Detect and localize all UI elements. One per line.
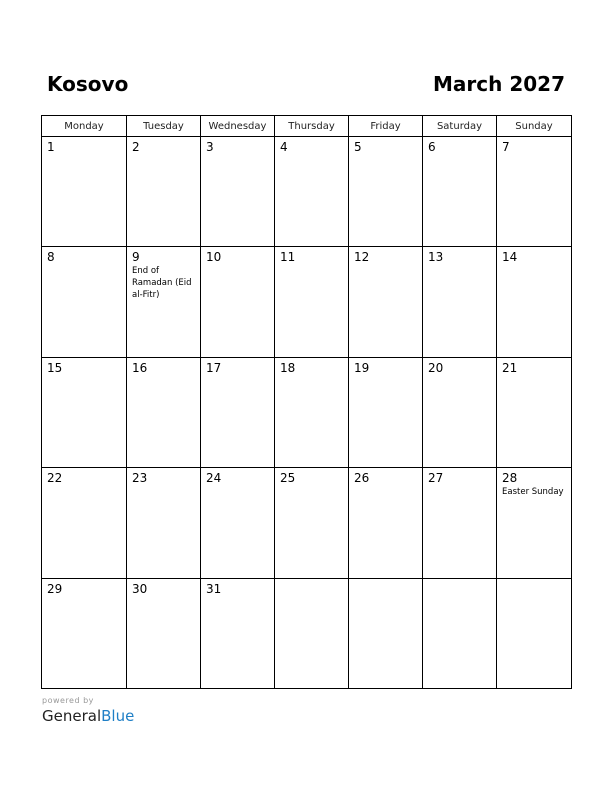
calendar-day-cell (349, 468, 423, 578)
month-year-title: March 2027 (433, 72, 565, 96)
day-number: 17 (206, 360, 222, 375)
day-number: 30 (132, 581, 148, 596)
day-number: 13 (428, 250, 444, 265)
day-number: 11 (280, 250, 296, 265)
calendar-day-cell (127, 137, 201, 247)
calendar-day-cell (201, 468, 275, 578)
brand-blue-text: Blue (101, 707, 135, 725)
day-number: 27 (428, 471, 444, 486)
calendar-week-row (42, 468, 572, 578)
calendar-week-row (42, 578, 572, 688)
calendar-day-cell (127, 578, 201, 688)
calendar-day-cell (275, 357, 349, 467)
calendar-day-cell (127, 247, 201, 357)
calendar-day-cell (201, 578, 275, 688)
calendar-week-row (42, 137, 572, 247)
day-number: 8 (47, 250, 55, 265)
day-number: 29 (47, 581, 63, 596)
calendar-day-cell (275, 137, 349, 247)
day-number: 10 (206, 250, 222, 265)
calendar-day-cell (423, 468, 497, 578)
weekday-wednesday: Wednesday (201, 116, 275, 137)
weekday-sunday: Sunday (497, 116, 572, 137)
calendar-day-cell (423, 357, 497, 467)
calendar-grid (41, 115, 572, 689)
weekday-thursday: Thursday (275, 116, 349, 137)
day-number: 23 (132, 471, 148, 486)
day-number: 12 (354, 250, 370, 265)
calendar-day-cell (423, 247, 497, 357)
day-number: 2 (132, 140, 140, 154)
footer-branding (42, 696, 134, 726)
weekday-friday: Friday (349, 116, 423, 137)
holiday-label: Easter Sunday (502, 487, 564, 498)
brand-general-text: General (42, 707, 102, 725)
day-number: 16 (132, 360, 148, 375)
calendar-day-cell (127, 468, 201, 578)
day-number: 6 (428, 140, 436, 154)
calendar-day-cell (497, 357, 572, 467)
generalblue-logo (42, 707, 134, 726)
weekday-header-row (42, 116, 572, 137)
day-number: 3 (206, 140, 214, 154)
calendar-day-cell (127, 357, 201, 467)
day-number: 20 (428, 360, 444, 375)
day-number: 22 (47, 471, 63, 486)
day-number: 21 (502, 360, 518, 375)
calendar-day-cell (423, 578, 497, 688)
day-number: 1 (47, 140, 55, 154)
calendar-day-cell (42, 357, 127, 467)
day-number: 19 (354, 360, 370, 375)
weekday-tuesday: Tuesday (127, 116, 201, 137)
day-number: 28 (502, 471, 518, 486)
calendar-day-cell (497, 578, 572, 688)
calendar-day-cell (42, 468, 127, 578)
calendar-day-cell (497, 247, 572, 357)
powered-by-label: powered by (42, 696, 94, 705)
calendar-day-cell (349, 578, 423, 688)
calendar-day-cell (423, 137, 497, 247)
holiday-label: End of Ramadan (Eid al-Fitr) (132, 266, 192, 301)
day-number: 4 (280, 140, 288, 154)
calendar-day-cell (275, 578, 349, 688)
calendar-day-cell (201, 137, 275, 247)
day-number: 31 (206, 581, 222, 596)
calendar-day-cell (42, 578, 127, 688)
day-number: 5 (354, 140, 362, 154)
calendar-day-cell (275, 468, 349, 578)
calendar-week-row (42, 247, 572, 357)
calendar-day-cell (201, 357, 275, 467)
calendar-day-cell (349, 137, 423, 247)
day-number: 18 (280, 360, 296, 375)
calendar-day-cell (349, 357, 423, 467)
calendar-day-cell (349, 247, 423, 357)
day-number: 26 (354, 471, 370, 486)
calendar-day-cell (42, 137, 127, 247)
day-number: 14 (502, 250, 518, 265)
country-title: Kosovo (47, 72, 129, 96)
calendar-day-cell (201, 247, 275, 357)
calendar-day-cell (497, 468, 572, 578)
day-number: 25 (280, 471, 296, 486)
weekday-monday: Monday (42, 116, 127, 137)
day-number: 9 (132, 250, 140, 265)
calendar-day-cell (42, 247, 127, 357)
day-number: 7 (502, 140, 510, 154)
day-number: 24 (206, 471, 222, 486)
weekday-saturday: Saturday (423, 116, 497, 137)
calendar-day-cell (275, 247, 349, 357)
calendar-week-row (42, 357, 572, 467)
day-number: 15 (47, 360, 63, 375)
calendar-day-cell (497, 137, 572, 247)
